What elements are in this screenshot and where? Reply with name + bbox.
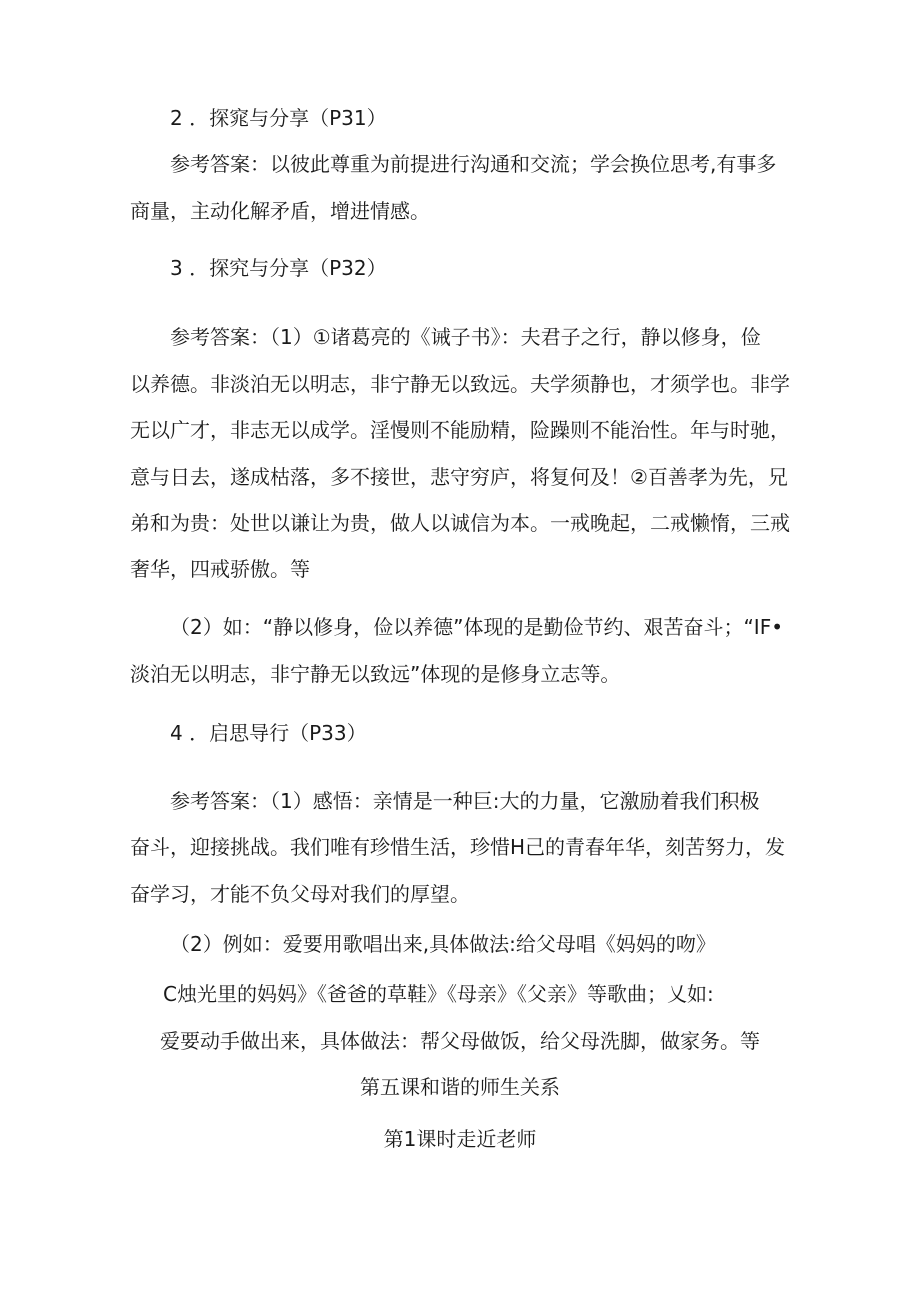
section-2-answer-line-1: 参考答案：以彼此尊重为前提进行沟通和交流；学会换位思考,有事多 — [170, 152, 777, 176]
section-3-heading: 3 ．探究与分享（P32） — [170, 256, 387, 280]
period-title: 第1课时走近老师 — [383, 1127, 537, 1151]
section-4-heading: 4 ．启思导行（P33） — [170, 721, 367, 745]
section-3-answer-line: 以养德。非淡泊无以明志，非宁静无以致远。夫学须静也，才须学也。非学 — [130, 372, 790, 396]
section-4-example-line: C烛光里的妈妈》《爸爸的草鞋》《母亲》《父亲》等歌曲；乂如: — [163, 982, 714, 1006]
section-3-answer-line: 无以广才，非志无以成学。淫慢则不能励精，险躁则不能治性。年与时驰， — [130, 418, 790, 442]
section-4-example-line: （2）例如：爱要用歌唱出来,具体做法:给父母唱《妈妈的吻》 — [170, 932, 716, 956]
section-4-answer-line: 奋学习，才能不负父母对我们的厚望。 — [130, 882, 470, 906]
section-4-answer-line: 奋斗，迎接挑战。我们唯有珍惜生活，珍惜H己的青春年华，刻苦努力，发 — [130, 835, 786, 859]
section-3-answer-line: 弟和为贵：处世以谦让为贵，做人以诚信为本。一戒晚起，二戒懒惰，三戒 — [130, 511, 790, 535]
section-3-example-line: （2）如：“静以修身，俭以养德”体现的是勤俭节约、艰苦奋斗；“IF• — [170, 615, 784, 639]
section-3-example-line: 淡泊无以明志，非宁静无以致远”体现的是修身立志等。 — [130, 662, 621, 686]
section-4-example-line: 爱要动手做出来，具体做法：帮父母做饭，给父母洗脚，做家务。等 — [160, 1029, 760, 1053]
section-2-answer-line-2: 商量，主动化解矛盾，增进情感。 — [130, 199, 430, 223]
section-3-answer-line: 奢华，四戒骄傲。等 — [130, 557, 310, 581]
lesson-title: 第五课和谐的师生关系 — [360, 1075, 560, 1099]
section-3-answer-line: 意与日去，遂成枯落，多不接世，悲守穷庐，将复何及！②百善孝为先，兄 — [130, 465, 788, 489]
section-2-heading: 2 ．探窕与分享（P31） — [170, 106, 387, 130]
section-4-answer-line: 参考答案：（1）感悟：亲情是一种巨:大的力量，它激励着我们积极 — [170, 789, 760, 813]
section-3-answer-line: 参考答案：（1）①诸葛亮的《诫子书》：夫君子之行，静以修身，俭 — [170, 325, 761, 349]
